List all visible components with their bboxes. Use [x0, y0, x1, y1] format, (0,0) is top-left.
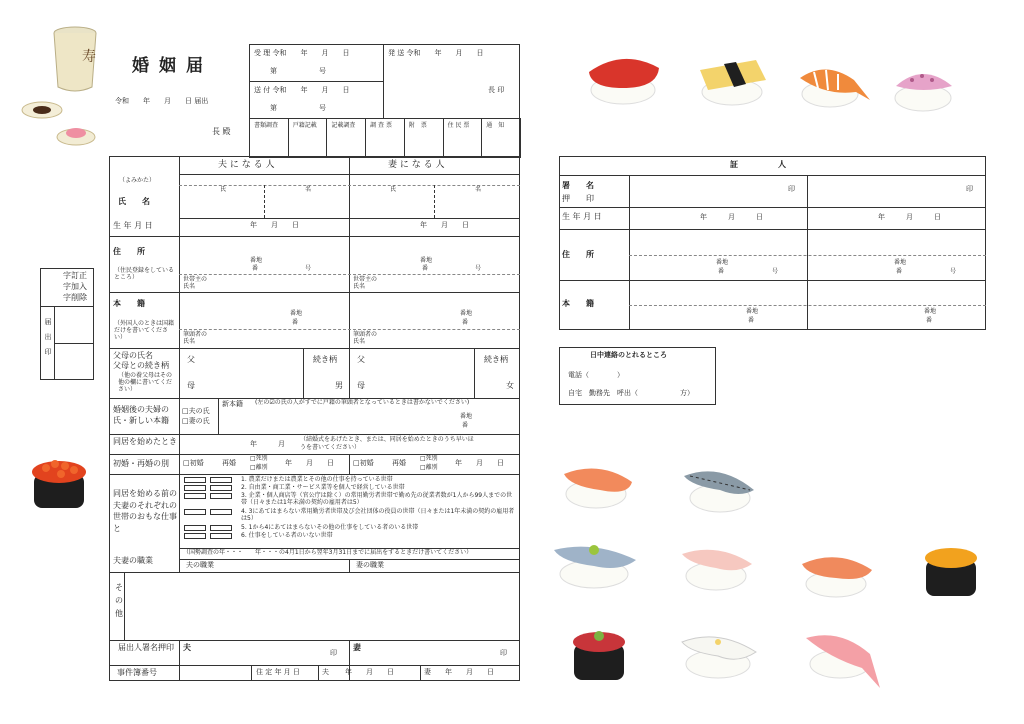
wife-job-label: 妻の職業 [356, 561, 384, 569]
bottom-wife-label: 妻 [424, 668, 431, 676]
wife-re-label: 再婚 [392, 459, 406, 467]
husband-work-checkbox[interactable] [184, 485, 206, 491]
wife-mei-label: 名 [475, 186, 482, 193]
soy-dish-illustration [20, 100, 64, 120]
aji-sushi-illustration [550, 538, 640, 594]
correction-label: 字加入 [63, 282, 87, 291]
parents-label: 父母の氏名 [113, 351, 153, 360]
dispatch-line: 発 送 令和 年 月 日 [388, 49, 484, 57]
sign-label: 届出人署名押印 [118, 643, 174, 652]
husband-seal: 印 [330, 649, 337, 657]
office-check-label: 住 民 票 [447, 122, 470, 129]
addressee: 長 殿 [212, 127, 231, 136]
new-honseki-label: 新本籍 [222, 400, 243, 408]
cohabit-note: （結婚式をあげたとき、または、同居を始めたときのうち早いほうを書いてください） [300, 436, 474, 451]
office-check-cell [365, 118, 405, 158]
wife-relation-label: 続き柄 [484, 355, 508, 364]
office-check-cell [404, 118, 444, 158]
husband-surname-check[interactable]: □夫の氏 [182, 407, 210, 415]
office-check-cell [326, 118, 366, 158]
husband-divorce-check[interactable]: □離別 [250, 464, 268, 471]
parents-note: （他の養父母はその他の欄に書いてください） [118, 372, 173, 394]
office-check-cell [249, 118, 289, 158]
case-number-label: 事件簿番号 [117, 668, 157, 677]
witness-table [559, 156, 986, 330]
birth-label: 生 年 月 日 [113, 221, 153, 230]
new-honseki-ban: 番 [462, 422, 469, 429]
wife-daughter-label: 女 [506, 381, 514, 390]
husband-work-checkbox[interactable] [184, 493, 206, 499]
new-honseki-note: (左の☑の氏の人がすでに戸籍の筆頭者となっているときは書かないでください) [255, 399, 470, 406]
wife-surname-check[interactable]: □妻の氏 [182, 417, 210, 425]
wife-work-checkbox[interactable] [210, 493, 232, 499]
witness-honseki-label: 本 籍 [562, 299, 594, 308]
witness1-address-gou: 号 [772, 268, 779, 275]
husband-son-label: 男 [335, 381, 343, 390]
salmon-sushi-illustration-1 [560, 460, 638, 516]
work-option-text: 6. 仕事をしている者のいない世帯 [241, 532, 333, 539]
sent-number: 第 号 [270, 104, 326, 112]
witness2-seal: 印 [966, 185, 973, 193]
tea-cup-illustration [50, 25, 100, 95]
cohabit-date: 年 月 [250, 440, 285, 448]
witness1-seal: 印 [788, 185, 795, 193]
husband-father-label: 父 [187, 355, 195, 364]
office-seal: 長 印 [488, 86, 505, 94]
husband-job-label: 夫の職業 [186, 561, 214, 569]
contact-place: 自宅 勤務先 呼出（ 方） [568, 389, 694, 397]
submit-date-line: 令和 年 月 日 届出 [115, 97, 209, 105]
wife-mother-label: 母 [357, 381, 365, 390]
wife-first-check[interactable]: □初婚 [353, 459, 374, 467]
witness1-honseki-ban: 番 [748, 317, 755, 324]
wife-address-ban: 番 [422, 265, 429, 272]
office-check-label: 書類調査 [254, 122, 279, 129]
work-option-text: 1. 農業だけまたは農業とその他の仕事を持っている世帯 [241, 476, 393, 483]
wife-death-check[interactable]: □死別 [420, 455, 438, 462]
negitoro-gunkan-illustration [568, 624, 630, 684]
contact-title: 日中連絡のとれるところ [590, 351, 667, 359]
office-check-cell [288, 118, 328, 158]
new-honseki-banchi: 番地 [460, 413, 473, 420]
witness-sign-label: 署 名 [562, 181, 594, 190]
husband-re-date: 年 月 日 [285, 459, 334, 467]
office-check-label: 通 知 [486, 122, 505, 129]
wife-honseki-ban: 番 [462, 319, 469, 326]
wife-work-checkbox[interactable] [210, 525, 232, 531]
wife-address-banchi: 番地 [420, 257, 433, 264]
work-option-text: 5. 1から4にあてはまらないその他の仕事をしている者のいる世帯 [241, 524, 419, 531]
ikura-gunkan-illustration [28, 452, 90, 512]
maguro-sushi-illustration [583, 52, 663, 108]
husband-death-check[interactable]: □死別 [250, 455, 268, 462]
honseki-note: （外国人のときは国籍だけを書いてください） [114, 320, 175, 342]
witness-seal-sublabel: 押 印 [562, 194, 594, 203]
work-option-text: 3. 企業・個人商店等（官公庁は除く）の常用勤労者世帯で勤め先の従業者数が1人から99人までの世帯（日々または1年未満の契約の雇用者は5） [241, 492, 513, 507]
husband-sei-label: 氏 [220, 186, 227, 193]
husband-honseki-ban: 番 [292, 319, 299, 326]
cup-kotobuki-text: 寿 [82, 49, 96, 65]
husband-work-checkbox[interactable] [184, 533, 206, 539]
wife-address-gou: 号 [475, 265, 482, 272]
cohabit-label: 同居を始めたとき [113, 437, 177, 446]
office-check-cell [443, 118, 483, 158]
husband-mother-label: 母 [187, 381, 195, 390]
work-label: 同居を始める前の夫妻のそれぞれの世帯のおもな仕事と [113, 489, 177, 533]
husband-address-gou: 号 [305, 265, 312, 272]
wife-divorce-check[interactable]: □離別 [420, 464, 438, 471]
wife-father-label: 父 [357, 355, 365, 364]
witness2-honseki-banchi: 番地 [924, 308, 937, 315]
husband-hittousha-label: 筆頭者の氏名 [183, 331, 208, 346]
husband-work-checkbox[interactable] [184, 477, 206, 483]
husband-work-checkbox[interactable] [184, 509, 206, 515]
job-label: 夫妻の職業 [113, 556, 153, 565]
wife-hittousha-label: 筆頭者の氏名 [353, 331, 378, 346]
witness1-honseki-banchi: 番地 [746, 308, 759, 315]
husband-relation-label: 続き柄 [313, 355, 337, 364]
wife-householder-label: 世帯主の氏名 [353, 276, 378, 291]
witness2-address-gou: 号 [950, 268, 957, 275]
sent-line: 送 付 令和 年 月 日 [254, 86, 350, 94]
wife-sign-label: 妻 [353, 643, 361, 652]
bottom-husband-date: 年 月 日 [345, 668, 394, 676]
received-number: 第 号 [270, 67, 326, 75]
work-option-text: 4. 3にあてはまらない常用勤労者世帯及び会社団体の役員の世帯（日々または1年未満の契約の雇用者は5） [241, 508, 515, 523]
bottom-husband-label: 夫 [322, 668, 329, 676]
husband-column-header: 夫 に な る 人 [218, 160, 275, 170]
witness2-address-banchi: 番地 [894, 259, 907, 266]
parents-relation-label: 父母との続き柄 [113, 361, 169, 370]
office-check-label: 附 票 [408, 122, 427, 129]
ebi-sushi-illustration [796, 60, 874, 116]
uni-gunkan-illustration [920, 540, 982, 600]
residence-date-label: 住 定 年 月 日 [256, 668, 300, 676]
form-title: 婚姻届 [132, 56, 213, 76]
address-label: 住 所 [113, 247, 145, 256]
witness-birth-label: 生 年 月 日 [562, 212, 602, 221]
husband-address-banchi: 番地 [250, 257, 263, 264]
work-option-text: 2. 自由業・商工業・サービス業等を個人で経営している世帯 [241, 484, 405, 491]
amaebi-sushi-illustration [800, 624, 884, 694]
husband-re-label: 再婚 [222, 459, 236, 467]
salmon-sushi-illustration-2 [798, 548, 876, 602]
witness-address-label: 住 所 [562, 250, 594, 259]
office-check-label: 記載調査 [331, 122, 356, 129]
husband-householder-label: 世帯主の氏名 [183, 276, 208, 291]
office-check-cell [481, 118, 521, 158]
kohada-sushi-illustration [680, 462, 760, 518]
wife-work-checkbox[interactable] [210, 509, 232, 515]
bottom-wife-date: 年 月 日 [445, 668, 494, 676]
side-seal-label: 届出印 [44, 318, 52, 363]
wife-re-date: 年 月 日 [455, 459, 504, 467]
other-label: その他 [115, 583, 123, 618]
correction-label: 字削除 [63, 293, 87, 302]
witness1-address-banchi: 番地 [716, 259, 729, 266]
tamago-sushi-illustration [694, 54, 772, 108]
witness2-birth: 年 月 日 [878, 213, 941, 221]
address-note: （住民登録をしているところ） [114, 267, 175, 282]
wife-work-checkbox[interactable] [210, 533, 232, 539]
husband-sign-label: 夫 [183, 643, 191, 652]
wife-work-checkbox[interactable] [210, 485, 232, 491]
first-re-label: 初婚・再婚の別 [113, 459, 169, 468]
husband-birth: 年 月 日 [250, 221, 299, 229]
received-line: 受 理 令和 年 月 日 [254, 49, 350, 57]
wife-sei-label: 氏 [390, 186, 397, 193]
husband-honseki-banchi: 番地 [290, 310, 303, 317]
tai-sushi-illustration [678, 540, 758, 596]
witness2-address-ban: 番 [896, 268, 903, 275]
wife-honseki-banchi: 番地 [460, 310, 473, 317]
husband-work-checkbox[interactable] [184, 525, 206, 531]
wife-birth: 年 月 日 [420, 221, 469, 229]
contact-phone: 電話（ ） [568, 371, 624, 379]
tako-sushi-illustration [888, 62, 958, 116]
ginger-dish-illustration [56, 122, 96, 146]
witness1-address-ban: 番 [718, 268, 725, 275]
wife-seal: 印 [500, 649, 507, 657]
yomikata-label: （よみかた） [119, 177, 156, 184]
office-check-label: 調 査 票 [370, 122, 392, 129]
correction-label: 字訂正 [63, 271, 87, 280]
husband-mei-label: 名 [305, 186, 312, 193]
wife-work-checkbox[interactable] [210, 477, 232, 483]
witness2-honseki-ban: 番 [926, 317, 933, 324]
witness1-birth: 年 月 日 [700, 213, 763, 221]
office-check-label: 戸籍記載 [292, 122, 317, 129]
honseki-label: 本 籍 [113, 299, 145, 308]
husband-first-check[interactable]: □初婚 [183, 459, 204, 467]
name-label: 氏 名 [118, 197, 150, 206]
wife-column-header: 妻 に な る 人 [388, 160, 445, 170]
new-family-label: 婚姻後の夫婦の氏・新しい本籍 [113, 405, 169, 425]
witness-title: 証 人 [730, 160, 786, 169]
census-note: （国勢調査の年・・・ 年・・・の4月1日から翌年3月31日までに届出をするときだけ書いてください） [183, 549, 473, 556]
ika-sushi-illustration [678, 626, 760, 684]
husband-address-ban: 番 [252, 265, 259, 272]
